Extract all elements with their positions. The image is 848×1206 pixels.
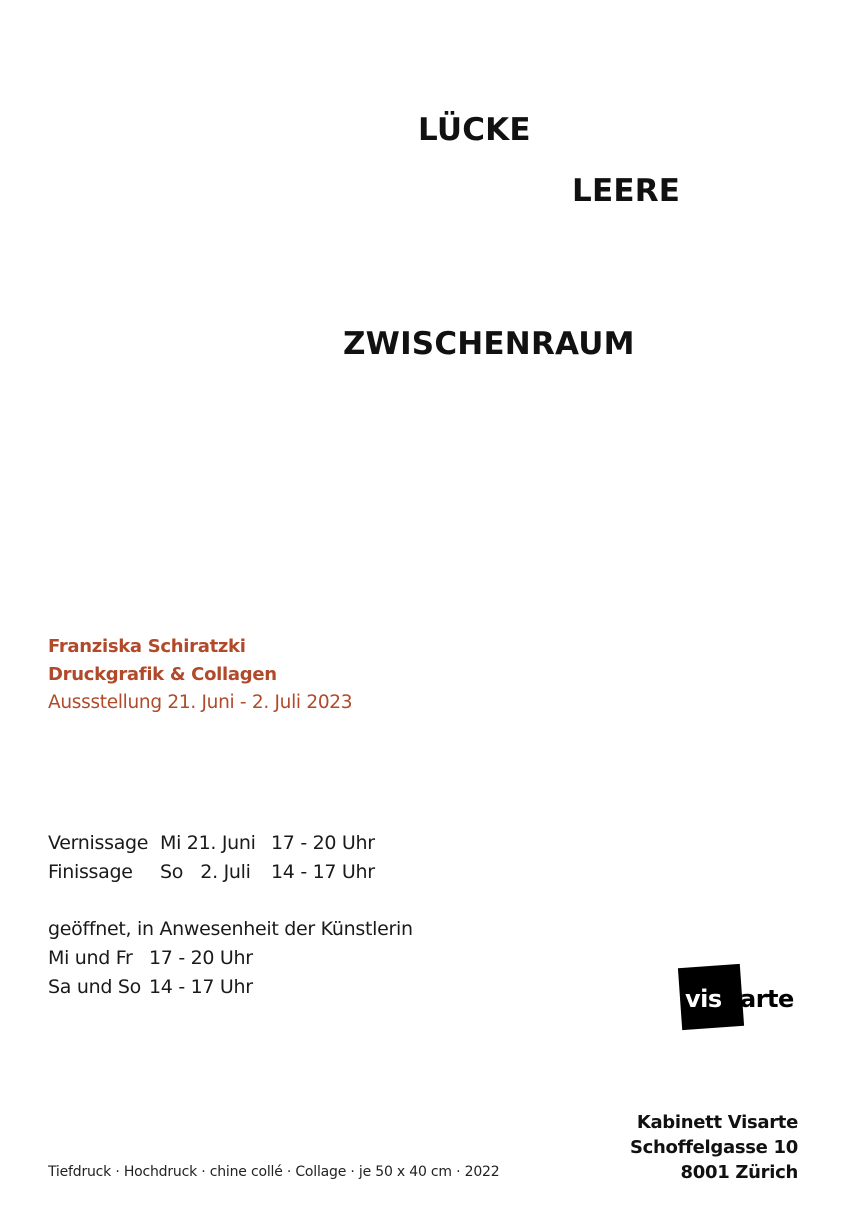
visarte-logo	[680, 966, 802, 1030]
logo-text-arte: arte	[740, 985, 794, 1013]
event-label: Finissage	[48, 861, 133, 883]
event-time: 14 - 17 Uhr	[271, 861, 375, 883]
artist-block	[48, 633, 352, 717]
schedule	[48, 829, 413, 1002]
opening-days: Sa und So	[48, 976, 141, 998]
opening-time: 17 - 20 Uhr	[149, 947, 253, 969]
event-row-finissage	[48, 858, 413, 887]
opening-row	[48, 944, 413, 973]
techniques-caption: Tiefdruck · Hochdruck · chine collé · Collage · je 50 x 40 cm · 2022	[48, 1164, 500, 1180]
event-day: So 2. Juli	[160, 861, 251, 883]
venue-name: Kabinett Visarte	[636, 1112, 798, 1133]
event-label: Vernissage	[48, 832, 149, 854]
event-row-vernissage	[48, 829, 413, 858]
title-word-luecke: LÜCKE	[418, 112, 531, 148]
exhibition-dates: Aussstellung 21. Juni - 2. Juli 2023	[48, 692, 353, 713]
artist-name: Franziska Schiratzki	[48, 636, 246, 657]
title-word-leere: LEERE	[572, 173, 681, 209]
opening-heading: geöffnet, in Anwesenheit der Künstlerin	[48, 918, 413, 940]
title-word-zwischenraum: ZWISCHENRAUM	[343, 326, 635, 362]
opening-time: 14 - 17 Uhr	[149, 976, 253, 998]
venue-address	[630, 1110, 798, 1185]
opening-row	[48, 973, 413, 1002]
venue-city: 8001 Zürich	[680, 1162, 798, 1183]
opening-days: Mi und Fr	[48, 947, 133, 969]
logo-text-vis: vis	[685, 985, 722, 1013]
event-day: Mi 21. Juni	[160, 832, 256, 854]
event-time: 17 - 20 Uhr	[271, 832, 375, 854]
artist-subtitle: Druckgrafik & Collagen	[48, 664, 277, 685]
venue-street: Schoffelgasse 10	[629, 1137, 798, 1158]
